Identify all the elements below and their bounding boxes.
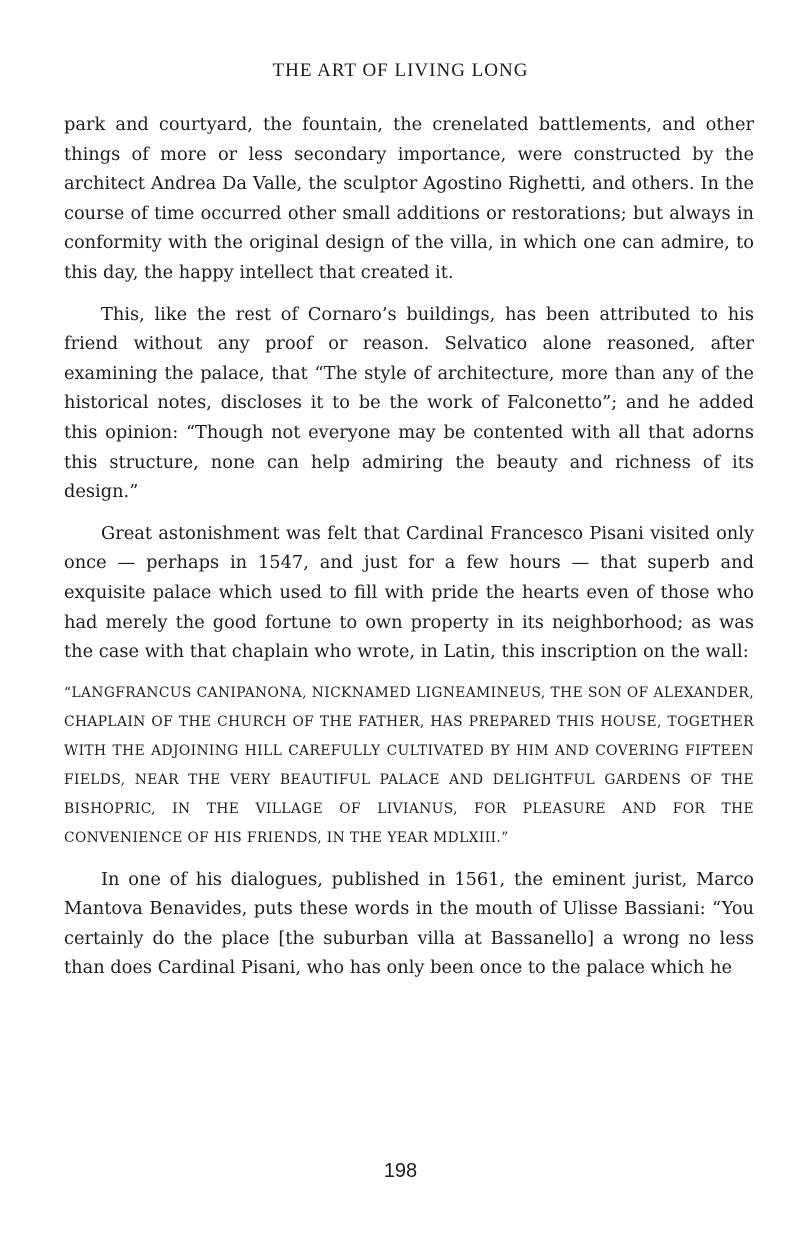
page-number: 198 bbox=[383, 1160, 418, 1182]
paragraph: park and courtyard, the fountain, the crenelated battlements, and other things of more or less secondary importance, were constructed by the architect Andrea Da Valle, the sculptor Agostino Righetti, and others. In the course of time occurred other small additions or restorations; but always in conformity with the original design of the villa, in which one can admire, to this day, the happy intellect that created it. bbox=[64, 114, 754, 283]
paragraph: Great astonishment was felt that Cardinal Francesco Pisani visited only once — perhaps in 1547, and just for a few hours — that superb and exquisite palace which used to fill with pride the hearts even of those who had merely the good fortune to own property in its neighborhood; as was the case with that chaplain who wrote, in Latin, this inscription on the wall: bbox=[64, 522, 754, 663]
paragraph: This, like the rest of Cornaro’s buildings, has been attributed to his friend without any proof or reason. Selvatico alone reasoned, after examining the palace, that “The style of architecture, more than any of the historical notes, discloses it to be the work of Falconetto”; and he added this opinion: “Though not everyone may be contented with all that adorns this structure, none can help admiring the beauty and richness of its design.” bbox=[64, 303, 754, 503]
running-header: THE ART OF LIVING LONG bbox=[272, 60, 529, 81]
latin-inscription-translation: “LANGFRANCUS CANIPANONA, NICKNAMED LIGNEAMINEUS, THE SON OF ALEXANDER, CHAPLAIN OF THE CHURCH OF THE FATHER, HAS PREPARED THIS HOUSE, TOGETHER WITH THE ADJOINING HILL CAREFULLY CULTIVATED BY HIM AND COVERING FIFTEEN FIELDS, NEAR THE VERY BEAUTIFUL PALACE AND DELIGHTFUL GARDENS OF THE BISHOPRIC, IN THE VILLAGE OF LIVIANUS, FOR PLEASURE AND FOR THE CONVENIENCE OF HIS FRIENDS, IN THE YEAR MDLXIII.” bbox=[64, 684, 754, 846]
body-text bbox=[64, 110, 754, 995]
paragraph: In one of his dialogues, published in 1561, the eminent jurist, Marco Mantova Benavides, puts these words in the mouth of Ulisse Bassiani: “You certainly do the place [the suburban villa at Bassanello] a wrong no less than does Cardinal Pisani, who has only been once to the palace which he bbox=[64, 868, 754, 979]
